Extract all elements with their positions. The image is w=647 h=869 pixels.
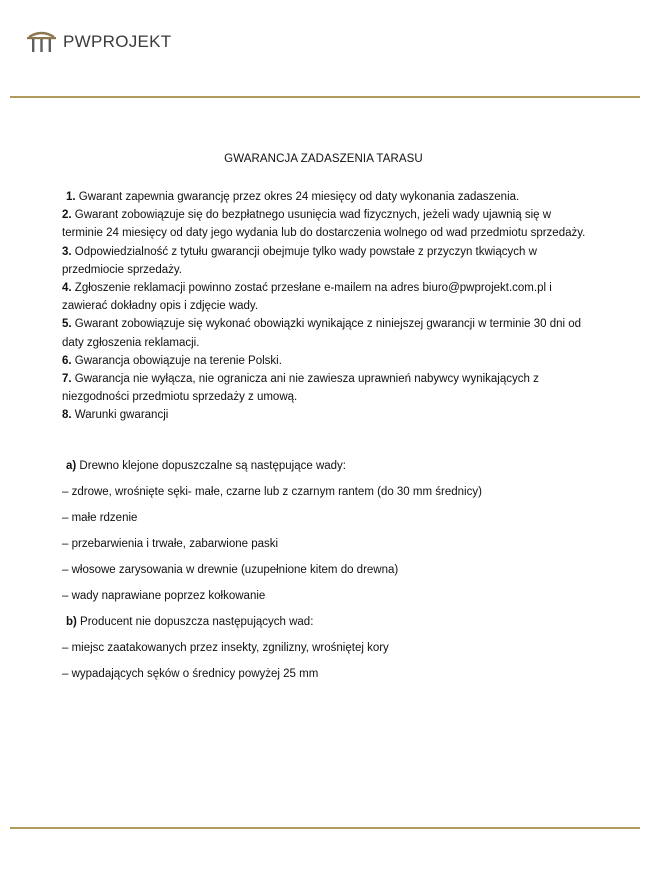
section-spacer [62,425,592,453]
section-label: a) [66,459,77,472]
clause-number: 2. [62,209,72,222]
section-label: b) [66,616,77,629]
document-body [62,188,592,687]
list-item: – włosowe zarysowania w drewnie (uzupełnione kitem do drewna) [62,564,399,577]
clause-2 [62,206,592,242]
clause-text: Gwarant zapewnia gwarancję przez okres 24 miesięcy od daty wykonania zadaszenia. [75,191,520,203]
gazebo-logo-icon [26,29,57,53]
clause-text: Gwarancja nie wyłącza, nie ogranicza ani nie zawiesza uprawnień nabywcy wynikających z niezgodności przedmiotu sprzedaży z umową. [62,373,539,404]
clause-text: Gwarant zobowiązuje się do bezpłatnego usunięcia wad fizycznych, jeżeli wady ujawnią się w terminie 24 miesięcy od daty jego wydania lub do dostarczenia wolnego od wad przedmiotu sprzedaży. [62,209,586,240]
list-item: – małe rdzenie [62,511,138,524]
clause-8 [62,406,592,424]
clause-text: Gwarant zobowiązuje się wykonać obowiązki wynikające z niniejszej gwarancji w terminie 30 dni od daty zgłoszenia reklamacji. [62,318,582,349]
clause-number: 1. [66,191,76,203]
list-item: – wypadających sęków o średnicy powyżej 25 mm [62,668,319,681]
list-item: – wady naprawiane poprzez kołkowanie [62,590,266,603]
section-a-heading [62,453,592,479]
clause-text: Warunki gwarancji [71,409,169,422]
clause-number: 3. [62,245,72,258]
clause-number: 4. [62,282,72,295]
clause-text: Odpowiedzialność z tytułu gwarancji obejmuje tylko wady powstałe z przyczyn tkwiących w przedmiocie sprzedaży. [62,245,537,276]
document-title: GWARANCJA ZADASZENIA TARASU [224,153,423,165]
clause-text: Gwarancja obowiązuje na terenie Polski. [71,354,282,367]
clause-1 [62,188,592,206]
clause-number: 7. [62,373,72,386]
footer-divider [10,827,640,829]
logo-text: PWPROJEKT [63,31,172,51]
clause-text: Zgłoszenie reklamacji powinno zostać przesłane e-mailem na adres biuro@pwprojekt.com.pl i zawierać dokładny opis i zdjęcie wady. [62,282,552,313]
list-item: – miejsc zaatakowanych przez insekty, zgnilizny, wrośniętej kory [62,642,389,655]
list-item: – przebarwienia i trwałe, zabarwione paski [62,537,279,550]
header-divider [10,96,640,98]
clause-number: 8. [62,409,72,422]
clause-7 [62,370,592,406]
clause-number: 5. [62,318,72,331]
clause-number: 6. [62,354,72,367]
list-item: – zdrowe, wrośnięte sęki- małe, czarne lub z czarnym rantem (do 30 mm średnicy) [62,485,482,498]
clause-6 [62,352,592,370]
company-logo [26,29,172,53]
section-heading-text: Drewno klejone dopuszczalne są następujące wady: [76,459,347,472]
clause-3 [62,243,592,279]
section-heading-text: Producent nie dopuszcza następujących wad: [76,616,314,629]
clause-5 [62,315,592,351]
clause-4 [62,279,592,315]
section-b-heading [62,609,592,635]
